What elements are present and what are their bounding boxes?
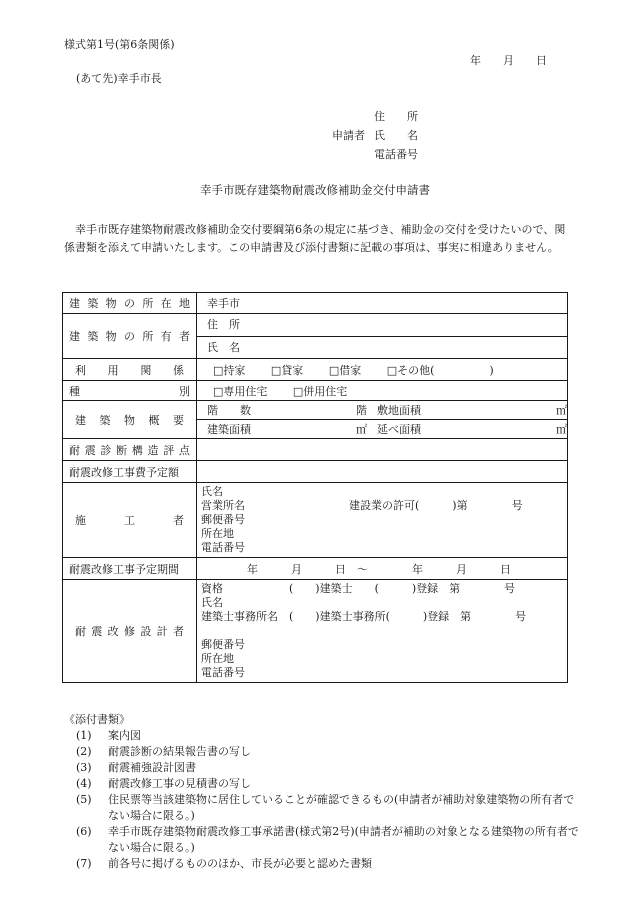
floors-unit: 階 (356, 404, 367, 417)
attachment-item (64, 792, 584, 824)
contractor-office-line (201, 499, 567, 513)
row-overview (63, 401, 568, 439)
attachment-item (64, 728, 584, 744)
attachment-num: (6) (76, 825, 92, 838)
designer-cell[interactable] (197, 580, 568, 683)
floor-area-field[interactable] (439, 420, 567, 439)
usage-option-leased[interactable]: □借家 (328, 363, 362, 377)
date-field: 年 月 日 (470, 54, 547, 67)
attachment-num: (1) (76, 729, 92, 742)
building-area-field[interactable] (257, 420, 367, 439)
site-area-field[interactable] (439, 401, 567, 420)
site-area-label: 敷地面積 (377, 404, 421, 417)
overview-inner-table (197, 401, 567, 438)
usage-option-other[interactable]: □その他( ) (386, 363, 494, 377)
designer-phone-label: 電話番号 (201, 666, 245, 679)
attachment-text: 幸手市既存建築物耐震改修工事承諾書(様式第2号)(申請者が補助の対象となる建築物の所有者でない場合に限る。) (108, 825, 579, 854)
designer-office-line (201, 610, 567, 624)
cost-field[interactable] (197, 461, 568, 483)
attachment-item (64, 760, 584, 776)
diagnosis-field[interactable] (197, 439, 568, 461)
owner-cell (197, 314, 568, 359)
usage-option-owned[interactable]: □持家 (213, 363, 246, 377)
type-label (63, 381, 197, 401)
attachment-text: 住民票等当該建築物に居住していることが確認できるもの(申請者が補助対象建築物の所有者でない場合に限る。) (108, 793, 575, 822)
type-option-mixed[interactable]: □併用住宅 (292, 384, 348, 398)
intro-paragraph (64, 221, 574, 257)
diagnosis-label-text: 耐 震 診 断 構 造 評 点 (69, 443, 190, 457)
building-area-unit: ㎡ (356, 423, 367, 436)
contractor-phone-label: 電話番号 (201, 541, 245, 554)
attachment-num: (3) (76, 761, 92, 774)
row-location (63, 293, 568, 314)
usage-options (197, 359, 568, 381)
designer-postal-label: 郵便番号 (201, 638, 245, 651)
designer-qualification-label: 資格 (201, 582, 223, 595)
attachment-text: 耐震改修工事の見積書の写し (108, 777, 251, 790)
contractor-lines (201, 485, 567, 555)
applicant-phone-label: 電話番号 (374, 148, 418, 161)
row-period (63, 558, 568, 580)
contractor-cell[interactable] (197, 483, 568, 558)
attachment-num: (7) (76, 857, 92, 870)
location-label-text: 建 築 物 の 所 在 地 (69, 297, 190, 310)
applicant-role-label: 申請者 (332, 129, 365, 142)
site-area-unit: ㎡ (556, 404, 567, 417)
applicant-name-label: 氏 名 (374, 129, 418, 142)
type-options (197, 381, 568, 401)
designer-label-text: 耐 震 改 修 設 計 者 (75, 625, 184, 638)
designer-qualification-line (201, 582, 567, 596)
attachments-section (64, 712, 584, 872)
designer-lines (201, 582, 567, 680)
attachment-text: 案内図 (108, 729, 141, 742)
attachment-item (64, 824, 584, 856)
designer-office-detail: ( )建築士事務所( )登録 第 号 (289, 610, 527, 623)
contractor-name-label: 氏名 (201, 485, 223, 498)
floors-field[interactable] (257, 401, 367, 420)
designer-label (63, 580, 197, 683)
cost-label (63, 461, 197, 483)
attachment-num: (4) (76, 777, 92, 790)
usage-label-text: 利 用 関 係 (75, 363, 184, 377)
owner-label-text: 建 築 物 の 所 有 者 (69, 330, 190, 343)
attachment-text: 前各号に掲げるもののほか、市長が必要と認めた書類 (108, 857, 372, 870)
owner-label (63, 314, 197, 359)
floors-label: 階 数 (207, 404, 251, 417)
type-label-text: 種 別 (69, 384, 190, 398)
row-usage (63, 359, 568, 381)
floor-area-label: 延べ面積 (377, 423, 421, 436)
contractor-label (63, 483, 197, 558)
period-label-text: 耐震改修工事予定期間 (69, 562, 179, 576)
building-area-label: 建築面積 (207, 423, 251, 436)
contractor-address-label: 所在地 (201, 527, 234, 540)
attachments-heading: 《添付書類》 (64, 713, 130, 726)
row-cost (63, 461, 568, 483)
diagnosis-label (63, 439, 197, 461)
location-value-text: 幸手市 (207, 297, 240, 310)
overview-label-text: 建 築 物 概 要 (75, 413, 184, 427)
owner-name-label: 氏 名 (207, 341, 240, 354)
contractor-label-text: 施 工 者 (75, 514, 184, 527)
location-label (63, 293, 197, 314)
owner-name-field[interactable] (197, 336, 567, 358)
designer-office-label: 建築士事務所名 (201, 610, 278, 623)
designer-name-label: 氏名 (201, 596, 223, 609)
attachment-num: (5) (76, 793, 92, 806)
intro-text: 幸手市既存建築物耐震改修補助金交付要綱第6条の規定に基づき、補助金の交付を受けたいので、関係書類を添えて申請いたします。この申請書及び添付書類に記載の事項は、事実に相違ありません。 (64, 223, 566, 254)
designer-address-label: 所在地 (201, 652, 234, 665)
type-option-exclusive[interactable]: □専用住宅 (213, 384, 268, 398)
overview-cell (197, 401, 568, 439)
overview-label (63, 401, 197, 439)
document-title: 幸手市既存建築物耐震改修補助金交付申請書 (200, 183, 430, 197)
period-field[interactable] (197, 558, 568, 580)
attachment-text: 耐震補強設計図書 (108, 761, 196, 774)
row-diagnosis (63, 439, 568, 461)
contractor-office-label: 営業所名 (201, 499, 245, 512)
attachment-num: (2) (76, 745, 92, 758)
attachment-item (64, 856, 584, 872)
floor-area-unit: ㎡ (556, 423, 567, 436)
row-type (63, 381, 568, 401)
applicant-address-label: 住 所 (374, 110, 418, 123)
contractor-postal-label: 郵便番号 (201, 513, 245, 526)
row-contractor (63, 483, 568, 558)
addressee: (あて先)幸手市長 (76, 72, 162, 85)
row-owner (63, 314, 568, 359)
owner-address-label: 住 所 (207, 318, 240, 331)
attachment-item (64, 744, 584, 760)
cost-label-text: 耐震改修工事費予定額 (69, 465, 179, 479)
attachment-item (64, 776, 584, 792)
application-form-table (62, 292, 568, 683)
form-number: 様式第1号(第6条関係) (64, 38, 175, 51)
row-designer (63, 580, 568, 683)
location-value[interactable] (197, 293, 568, 314)
usage-option-rental[interactable]: □貸家 (270, 363, 304, 377)
period-value: 年 月 日 ～ 年 月 日 (247, 562, 511, 576)
usage-label (63, 359, 197, 381)
period-label (63, 558, 197, 580)
designer-qualification-detail: ( )建築士 ( )登録 第 号 (289, 582, 516, 595)
owner-address-field[interactable] (197, 314, 567, 336)
contractor-license-label: 建設業の許可( )第 号 (349, 499, 523, 512)
attachment-text: 耐震診断の結果報告書の写し (108, 745, 251, 758)
